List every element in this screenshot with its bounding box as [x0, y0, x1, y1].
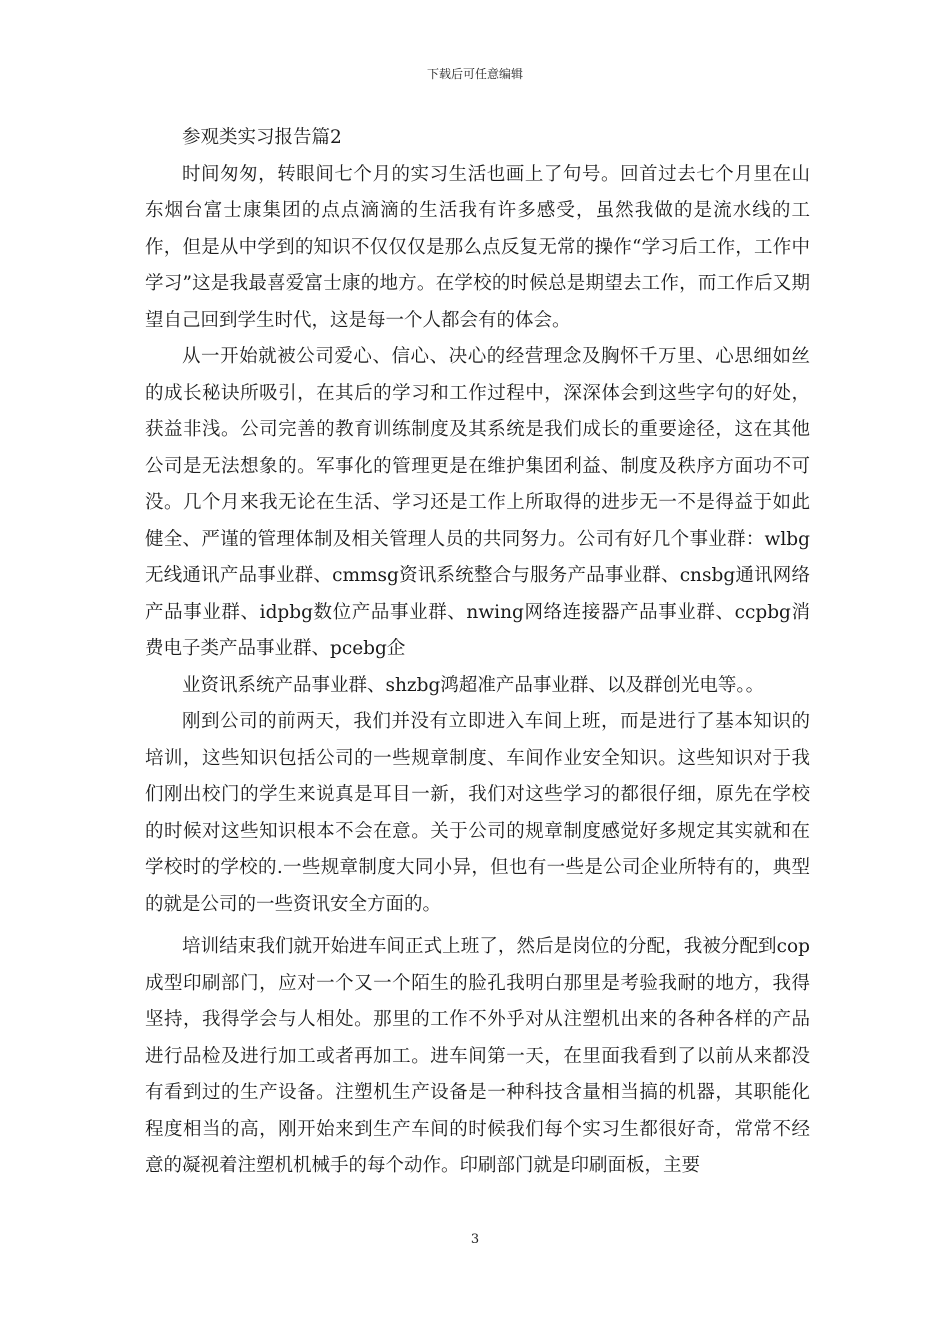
paragraph: 培训结束我们就开始进车间正式上班了，然后是岗位的分配，我被分配到cop成型印刷部门，应对一个又一个陌生的脸孔我明白那里是考验我耐的地方，我得坚持，我得学会与人相处。那里的工作不外乎对从注塑机出来的各种各样的产品进行品检及进行加工或者再加工。进车间第一天，在里面我看到了以前从来都没有看到过的生产设备。注塑机生产设备是一种科技含量相当搞的机器，其职能化程度相当的高，刚开始来到生产车间的时候我们每个实习生都很好奇，常常不经意的凝视着注塑机机械手的每个动作。印刷部门就是印刷面板，主要	[145, 936, 810, 1176]
page-number: 3	[470, 1232, 480, 1247]
paragraph: 从一开始就被公司爱心、信心、决心的经营理念及胸怀千万里、心思细如丝的成长秘诀所吸引，在其后的学习和工作过程中，深深体会到这些字句的好处，获益非浅。公司完善的教育训练制度及其系统是我们成长的重要途径，这在其他公司是无法想象的。军事化的管理更是在维护集团利益、制度及秩序方面功不可没。几个月来我无论在生活、学习还是工作上所取得的进步无一不是得益于如此健全、严谨的管理体制及相关管理人员的共同努力。公司有好几个事业群：wlbg无线通讯产品事业群、cmmsg资讯系统整合与服务产品事业群、cnsbg通讯网络产品事业群、idpbg数位产品事业群、nwing网络连接器产品事业群、ccpbg消费电子类产品事业群、pcebg企	[145, 346, 810, 659]
page-header: 下载后可任意编辑	[426, 67, 523, 81]
paragraph: 时间匆匆，转眼间七个月的实习生活也画上了句号。回首过去七个月里在山东烟台富士康集团的点点滴滴的生活我有许多感受，虽然我做的是流水线的工作，但是从中学到的知识不仅仅仅是那么点反复无常的操作“学习后工作，工作中学习”这是我最喜爱富士康的地方。在学校的时候总是期望去工作，而工作后又期望自己回到学生时代，这是每一个人都会有的体会。	[145, 163, 810, 331]
document-body	[145, 120, 810, 1185]
paragraph: 业资讯系统产品事业群、shzbg鸿超准产品事业群、以及群创光电等。。	[182, 674, 765, 696]
paragraph: 刚到公司的前两天，我们并没有立即进入车间上班，而是进行了基本知识的培训，这些知识包括公司的一些规章制度、车间作业安全知识。这些知识对于我们刚出校门的学生来说真是耳目一新，我们对这些学习的都很仔细，原先在学校的时候对这些知识根本不会在意。关于公司的规章制度感觉好多规定其实就和在学校时的学校的.一些规章制度大同小异，但也有一些是公司企业所特有的，典型的就是公司的一些资讯安全方面的。	[145, 711, 810, 915]
section-title: 参观类实习报告篇2	[182, 127, 342, 148]
